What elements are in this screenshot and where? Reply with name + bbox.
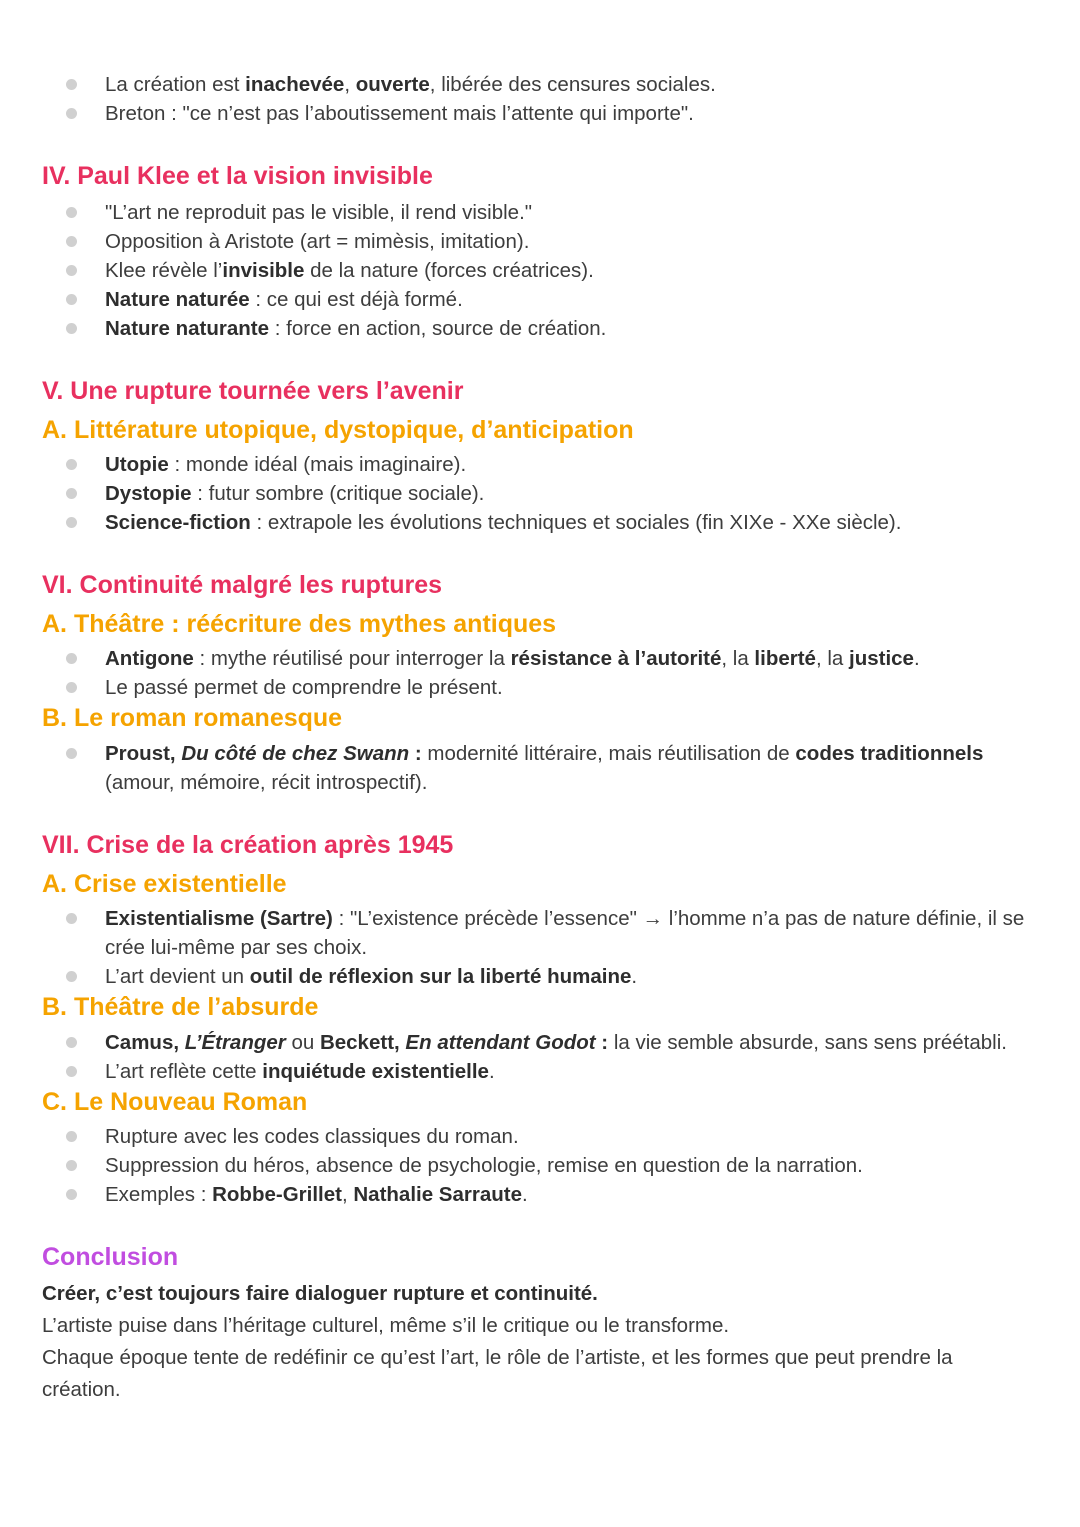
conclusion-heading: Conclusion [42,1243,179,1271]
list-item: Nature naturée : ce qui est déjà formé. [105,285,1080,314]
section-heading-vii: VII. Crise de la création après 1945 [42,831,454,859]
subheading-vi-b: B. Le roman romanesque [42,704,343,732]
section-vi-a-list [0,644,1080,702]
list-item: Utopie : monde idéal (mais imaginaire). [105,450,1080,479]
list-item: Breton : "ce n’est pas l’aboutissement mais l’attente qui importe". [105,99,1080,128]
subheading-vii-a: A. Crise existentielle [42,870,287,898]
subheading-vii-b: B. Théâtre de l’absurde [42,993,319,1021]
subheading-vii-c: C. Le Nouveau Roman [42,1088,308,1116]
section-vii-a-list [0,904,1080,991]
list-item: Science-fiction : extrapole les évolutions techniques et sociales (fin XIXe - XXe siècle). [105,508,1080,537]
section-heading-iv: IV. Paul Klee et la vision invisible [42,162,433,190]
list-item: Rupture avec les codes classiques du roman. [105,1122,1080,1151]
list-item: L’art devient un outil de réflexion sur la liberté humaine. [105,962,1080,991]
document-page [0,70,1080,1406]
section-v-list [0,450,1080,537]
subheading-vi-a: A. Théâtre : réécriture des mythes antiques [42,610,557,638]
subheading-v-a: A. Littérature utopique, dystopique, d’anticipation [42,416,634,444]
conclusion-paragraph: Chaque époque tente de redéfinir ce qu’est l’art, le rôle de l’artiste, et les formes que peut prendre la création. [42,1346,953,1401]
intro-list [0,70,1080,128]
list-item: L’art reflète cette inquiétude existentielle. [105,1057,1080,1086]
list-item: Antigone : mythe réutilisé pour interroger la résistance à l’autorité, la liberté, la justice. [105,644,1080,673]
list-item: Exemples : Robbe-Grillet, Nathalie Sarraute. [105,1180,1080,1209]
list-item: "L’art ne reproduit pas le visible, il rend visible." [105,198,1080,227]
list-item: Suppression du héros, absence de psychologie, remise en question de la narration. [105,1151,1080,1180]
list-item: Camus, L’Étranger ou Beckett, En attendant Godot : la vie semble absurde, sans sens préétabli. [105,1028,1080,1057]
list-item: Le passé permet de comprendre le présent. [105,673,1080,702]
section-heading-v: V. Une rupture tournée vers l’avenir [42,377,464,405]
list-item: La création est inachevée, ouverte, libérée des censures sociales. [105,70,1080,99]
section-heading-vi: VI. Continuité malgré les ruptures [42,571,443,599]
list-item: Nature naturante : force en action, source de création. [105,314,1080,343]
section-iv-list [0,198,1080,343]
list-item: Existentialisme (Sartre) : "L’existence précède l’essence" → l’homme n’a pas de nature définie, il se crée lui-même par ses choix. [105,904,1080,962]
conclusion-paragraph: L’artiste puise dans l’héritage culturel, même s’il le critique ou le transforme. [42,1314,730,1337]
section-vi-b-list [0,739,1080,797]
section-vii-c-list [0,1122,1080,1209]
conclusion-lead: Créer, c’est toujours faire dialoguer rupture et continuité. [42,1282,598,1305]
list-item: Dystopie : futur sombre (critique sociale). [105,479,1080,508]
list-item: Opposition à Aristote (art = mimèsis, imitation). [105,227,1080,256]
section-vii-b-list [0,1028,1080,1086]
list-item: Proust, Du côté de chez Swann : modernité littéraire, mais réutilisation de codes traditionnels (amour, mémoire, récit introspectif). [105,739,1080,797]
list-item: Klee révèle l’invisible de la nature (forces créatrices). [105,256,1080,285]
